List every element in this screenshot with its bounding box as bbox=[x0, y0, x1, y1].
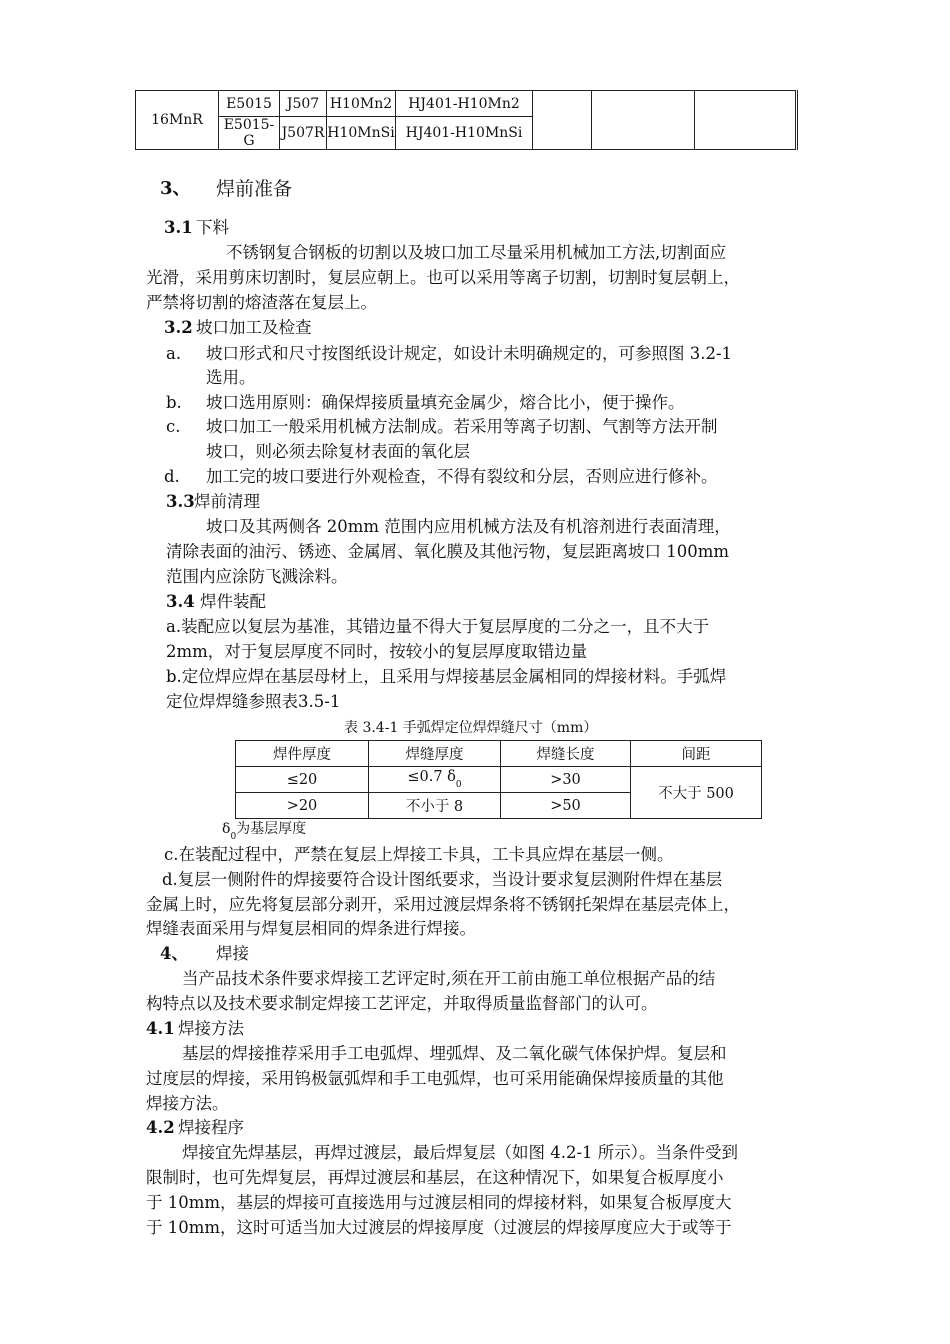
table-header: 焊缝厚度 bbox=[369, 741, 501, 767]
heading-4-1-title: 焊接方法 bbox=[178, 1019, 244, 1038]
paragraph-line: 严禁将切割的熔渣落在复层上。 bbox=[146, 293, 377, 312]
paragraph-line: b.定位焊应焊在基层母材上，且采用与焊接基层金属相同的焊接材料。手弧焊 bbox=[166, 667, 727, 686]
paragraph-line: 当产品技术条件要求焊接工艺评定时,须在开工前由施工单位根据产品的结 bbox=[182, 969, 716, 988]
heading-3-3-title: 焊前清理 bbox=[194, 492, 260, 511]
table-cell: HJ401-H10Mn2 bbox=[396, 91, 533, 117]
heading-3-1-title: 下料 bbox=[196, 218, 229, 237]
list-item-line: 加工完的坡口要进行外观检查，不得有裂纹和分层，否则应进行修补。 bbox=[206, 467, 718, 486]
table-cell: H10MnSi bbox=[327, 117, 396, 150]
weld-size-table bbox=[235, 740, 762, 819]
paragraph-line: 过度层的焊接，采用钨极氩弧焊和手工电弧焊，也可采用能确保焊接质量的其他 bbox=[146, 1069, 724, 1088]
paragraph-line: 焊缝表面采用与焊复层相同的焊条进行焊接。 bbox=[146, 919, 476, 938]
list-item-line: 选用。 bbox=[206, 368, 256, 387]
paragraph-line: 坡口及其两侧各 20mm 范围内应用机械方法及有机溶剂进行表面清理， bbox=[206, 517, 731, 536]
spacing-cell: 不大于 500 bbox=[631, 767, 762, 819]
paragraph-line: 定位焊焊缝参照表3.5-1 bbox=[166, 692, 341, 711]
section-4-title: 焊接 bbox=[216, 944, 249, 963]
list-item-line: 坡口，则必须去除复材表面的氧化层 bbox=[206, 442, 470, 461]
paragraph-line: 不锈钢复合钢板的切割以及坡口加工尽量采用机械加工方法,切割面应 bbox=[226, 243, 727, 262]
heading-4-2-number: 4.2 bbox=[146, 1118, 175, 1137]
weld-thickness-value: ≤0.7 δ bbox=[407, 769, 456, 785]
table-header: 焊缝长度 bbox=[501, 741, 631, 767]
table-cell: >20 bbox=[236, 793, 369, 819]
table-cell: ≤20 bbox=[236, 767, 369, 793]
paragraph-line: 限制时，也可先焊复层，再焊过渡层和基层，在这种情况下，如果复合板厚度小 bbox=[146, 1168, 724, 1187]
list-item-line: 坡口选用原则：确保焊接质量填充金属少，熔合比小，便于操作。 bbox=[206, 393, 685, 412]
table-header: 间距 bbox=[631, 741, 762, 767]
table-cell: J507R bbox=[280, 117, 327, 150]
list-item-line: 坡口加工一般采用机械方法制成。若采用等离子切割、气割等方法开制 bbox=[206, 417, 718, 436]
heading-3-4-number: 3.4 bbox=[166, 592, 195, 611]
paragraph-line: d.复层一侧附件的焊接要符合设计图纸要求，当设计要求复层测附件焊在基层 bbox=[162, 870, 723, 889]
list-marker: d. bbox=[164, 467, 180, 486]
paragraph-line: c.在装配过程中，严禁在复层上焊接工卡具，工卡具应焊在基层一侧。 bbox=[164, 845, 674, 864]
table-cell: >50 bbox=[501, 793, 631, 819]
heading-3-1-number: 3.1 bbox=[164, 218, 193, 237]
heading-4-1-number: 4.1 bbox=[146, 1019, 175, 1038]
table-cell: HJ401-H10MnSi bbox=[396, 117, 533, 150]
paragraph-line: 焊接宜先焊基层，再焊过渡层，最后焊复层（如图 4.2-1 所示）。当条件受到 bbox=[182, 1143, 739, 1162]
table-cell: J507 bbox=[280, 91, 327, 117]
paragraph-line: 范围内应涂防飞溅涂料。 bbox=[166, 567, 348, 586]
empty-cell bbox=[533, 91, 592, 150]
list-item-line: 坡口形式和尺寸按图纸设计规定，如设计未明确规定的，可参照图 3.2-1 bbox=[206, 344, 733, 363]
table-cell: >30 bbox=[501, 767, 631, 793]
paragraph-line: 清除表面的油污、锈迹、金属屑、氧化膜及其他污物，复层距离坡口 100mm bbox=[166, 542, 730, 561]
note-text: 为基层厚度 bbox=[236, 821, 307, 837]
empty-cell bbox=[592, 91, 695, 150]
heading-3-2-number: 3.2 bbox=[164, 318, 193, 337]
table-caption: 表 3.4-1 手弧焊定位焊焊缝尺寸（mm） bbox=[344, 720, 598, 736]
paragraph-line: 基层的焊接推荐采用手工电弧焊、埋弧焊、及二氧化碳气体保护焊。复层和 bbox=[182, 1044, 727, 1063]
delta-subscript: 0 bbox=[455, 780, 462, 790]
delta-symbol: δ bbox=[222, 821, 231, 837]
table-cell: E5015 bbox=[219, 91, 280, 117]
material-table bbox=[135, 90, 798, 150]
paragraph-line: a.装配应以复层为基准，其错边量不得大于复层厚度的二分之一，且不大于 bbox=[166, 617, 710, 636]
heading-3-2-title: 坡口加工及检查 bbox=[196, 318, 312, 337]
material-cell: 16MnR bbox=[136, 91, 219, 150]
list-marker: b. bbox=[166, 393, 182, 412]
table-cell: H10Mn2 bbox=[327, 91, 396, 117]
table-header: 焊件厚度 bbox=[236, 741, 369, 767]
list-marker: c. bbox=[166, 417, 181, 436]
heading-3-3-number: 3.3 bbox=[166, 492, 195, 511]
paragraph-line: 2mm，对于复层厚度不同时，按较小的复层厚度取错边量 bbox=[166, 642, 588, 661]
section-3-title: 焊前准备 bbox=[216, 178, 293, 200]
empty-cell bbox=[695, 91, 797, 150]
paragraph-line: 构特点以及技术要求制定焊接工艺评定，并取得质量监督部门的认可。 bbox=[146, 994, 658, 1013]
paragraph-line: 焊接方法。 bbox=[146, 1094, 229, 1113]
table-cell bbox=[369, 767, 501, 793]
paragraph-line: 于 10mm，基层的焊接可直接选用与过渡层相同的焊接材料，如果复合板厚度大 bbox=[146, 1193, 732, 1212]
paragraph-line: 于 10mm，这时可适当加大过渡层的焊接厚度（过渡层的焊接厚度应大于或等于 bbox=[146, 1218, 732, 1237]
heading-3-4-title: 焊件装配 bbox=[200, 592, 266, 611]
heading-4-2-title: 焊接程序 bbox=[178, 1118, 244, 1137]
section-4-number: 4、 bbox=[160, 944, 188, 963]
list-marker: a. bbox=[166, 344, 182, 363]
table-cell: 不小于 8 bbox=[369, 793, 501, 819]
paragraph-line: 金属上时，应先将复层部分剥开，采用过渡层焊条将不锈钢托架焊在基层壳体上， bbox=[146, 895, 740, 914]
delta-subscript: 0 bbox=[230, 832, 237, 842]
section-3-number: 3、 bbox=[160, 178, 191, 199]
paragraph-line: 光滑，采用剪床切割时，复层应朝上。也可以采用等离子切割，切割时复层朝上， bbox=[146, 268, 740, 287]
table-cell: E5015-G bbox=[219, 117, 280, 150]
